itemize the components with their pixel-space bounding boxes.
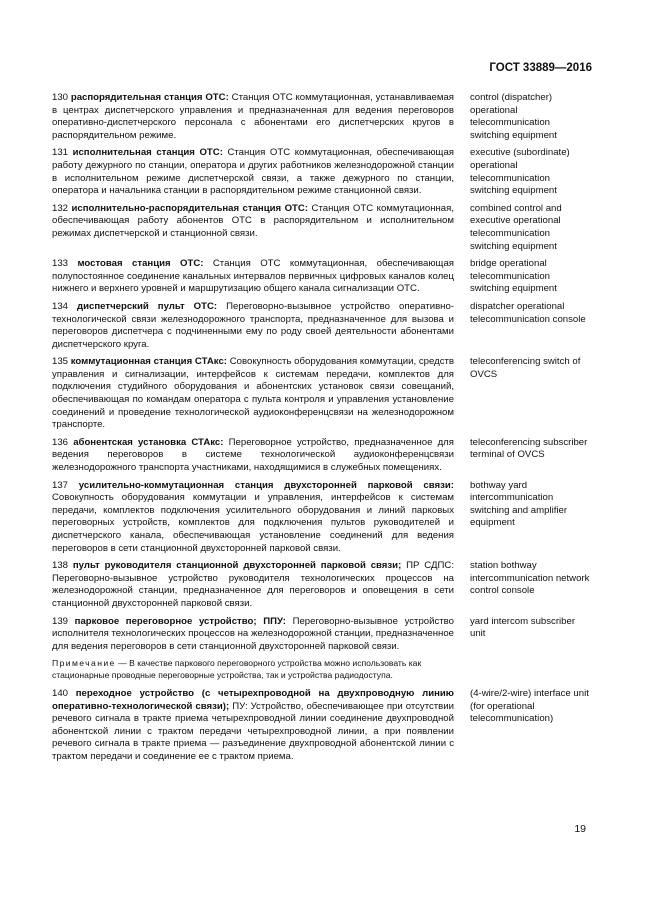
entry-term: исполнительная станция ОТС:	[72, 147, 223, 159]
glossary-entry-140	[52, 688, 592, 764]
entry-definition: Переговорное устройство, предназначенное для ведения переговоров в системе технологической аудиоконференцсвязи железнодорожного транспорта участниками, находящимися в служебных помещениях.	[52, 436, 454, 474]
entry-term: усилительно-коммутационная станция двухсторонней парковой связи:	[78, 479, 454, 491]
note	[52, 658, 454, 682]
glossary	[52, 92, 592, 769]
entry-term: абонентская установка СТАкс:	[73, 436, 224, 448]
entry-russian-text	[52, 480, 454, 556]
entry-english-term: executive (subordinate) operational telecommunication switching equipment	[470, 147, 570, 197]
glossary-entry-138	[52, 560, 592, 610]
entry-russian-text	[52, 560, 454, 610]
entry-russian-text	[52, 147, 454, 197]
entry-definition: Станция ОТС коммутационная, устанавливаемая в центрах диспетчерского управления и предназначенная для ведения переговоров оперативно-диспетчерского персонала с абонентами его диспетчерских кругов в распорядительном режиме.	[52, 92, 454, 141]
entry-russian-text	[52, 437, 454, 475]
entry-number: 131	[52, 147, 69, 159]
entry-number: 140	[52, 687, 69, 699]
entry-term: пульт руководителя станционной двухсторонней парковой связи;	[72, 560, 402, 572]
entry-english-term: dispatcher operational telecommunication console	[470, 300, 586, 325]
glossary-entry-132	[52, 203, 592, 253]
entry-definition: Переговорно-вызывное устройство исполнителя технологических процессов на железнодорожной станции, предназначенное для ведения переговоров в сети станционной двухсторонней парковой связи.	[52, 615, 454, 652]
entry-russian-text	[52, 616, 454, 654]
entry-definition: Станция ОТС коммутационная, обеспечивающая работу абонентов ОТС в распорядительном и исполнительном режимах диспетчерской и станционной связи.	[52, 202, 454, 239]
entry-term: парковое переговорное устройство; ППУ:	[74, 615, 286, 627]
entry-russian-text	[52, 301, 454, 351]
entry-russian-text	[52, 203, 454, 253]
entry-english-term: bothway yard intercommunication switching and amplifier equipment	[470, 479, 568, 529]
glossary-entry-130	[52, 92, 592, 142]
entry-term: мостовая станция ОТС:	[77, 258, 204, 270]
entry-definition: Станция ОТС коммутационная, обеспечивающая полупостоянное соединение канальных интервалов первичных цифровых каналов колец нижнего и верхнего уровней и маршрутизацию общего канала сигнализации ОТС.	[52, 258, 454, 295]
entry-definition: ПР СДПС: Переговорно-вызывное устройство руководителя технологических процессов на железнодорожной станции, предназначенное для переговоров и оповещения в сети станционной двухсторонней парковой связи.	[52, 560, 454, 609]
note-text: — В качестве паркового переговорного устройства можно использовать как стационарные проводные переговорные устройства, так и устройства радиодоступа.	[52, 658, 422, 681]
entry-english-term: combined control and executive operational telecommunication switching equipment	[470, 202, 562, 252]
glossary-entry-134	[52, 301, 592, 351]
entry-number: 130	[52, 92, 69, 103]
entry-russian-text	[52, 356, 454, 432]
glossary-entry-137	[52, 480, 592, 556]
entry-definition: Переговорно-вызывное устройство оперативно-технологической связи железнодорожного транспорта, предназначенное для вызова и переговоров диспетчера с подчиненными ему по роду своей деятельности абонентами диспетчерского круга.	[52, 300, 454, 350]
entry-english-term: teleconferencing subscriber terminal of OVCS	[470, 436, 588, 461]
entry-definition: Совокупность оборудования коммутации и управления, интерфейсов к системам передачи, комплектов подключения усилительного оборудования и линий парковых переговорных устройств, комплектов для подключения пультов руководителей и диспетчерского канала, обеспечивающая установление соединений для ведения переговоров в сети станционной двухсторонней парковой связи.	[52, 492, 454, 554]
entry-english-term: bridge operational telecommunication switching equipment	[470, 258, 557, 295]
entry-definition: ПУ: Устройство, обеспечивающее при отсутствии речевого сигнала в тракте приема четырехпроводной линии соединение двухпроводной абонентской линии с трактом передачи четырехпроводной линии, а при появлении речевого сигнала в тракте приема — разъединение двухпроводной абонентской линии с трактом передачи и соединение ее с трактом приема.	[52, 700, 454, 762]
entry-english-term: teleconferencing switch of OVCS	[470, 356, 581, 380]
glossary-entry-131	[52, 147, 592, 197]
entry-number: 138	[52, 560, 69, 572]
entry-definition: Совокупность оборудования коммутации, средств управления и сигнализации, интерфейсов к системам передачи, комплектов для подключения студийного оборудования и абонентских установок связи совещаний, обеспечивающая по командам оператора с пульта контроля и управления установление соединений и проведение технологической аудиоконференцсвязи на железнодорожном транспорте.	[52, 356, 454, 431]
entry-number: 135	[52, 356, 69, 368]
entry-english-term: station bothway intercommunication network control console	[470, 560, 590, 597]
entry-term: переходное устройство (с четырехпроводной на двухпроводную линию оперативно-технологической связи);	[52, 687, 454, 712]
entry-term: коммутационная станция СТАкс:	[70, 356, 227, 368]
glossary-entry-133	[52, 258, 592, 296]
entry-english-term: yard intercom subscriber unit	[470, 615, 576, 640]
entry-term: распорядительная станция ОТС:	[70, 92, 229, 103]
entry-number: 139	[52, 615, 69, 627]
entry-number: 132	[52, 202, 69, 214]
page-number: 19	[574, 823, 586, 835]
entry-number: 133	[52, 258, 69, 270]
entry-term: диспетчерский пульт ОТС:	[77, 300, 218, 312]
glossary-entry-136	[52, 437, 592, 475]
entry-number: 136	[52, 436, 69, 448]
entry-russian-text	[52, 92, 454, 142]
document-header: ГОСТ 33889—2016	[489, 62, 592, 74]
entry-number: 137	[52, 479, 69, 491]
glossary-entry-135	[52, 356, 592, 432]
entry-definition: Станция ОТС коммутационная, обеспечивающая работу дежурного по станции, оператора и других работников железнодорожной станции в исполнительном режиме диспетчерской связи, а также дежурного по станции, оператора и начальника станции в распорядительном режиме станционной связи.	[52, 147, 454, 197]
entry-russian-text	[52, 688, 454, 764]
entry-number: 134	[52, 300, 69, 312]
entry-term: исполнительно-распорядительная станция ОТС:	[71, 202, 309, 214]
entry-english-term: control (dispatcher) operational telecommunication switching equipment	[470, 92, 557, 141]
entry-russian-text	[52, 258, 454, 296]
entry-english-term: (4-wire/2-wire) interface unit (for operational telecommunication)	[470, 687, 589, 725]
note-label: Примечание	[52, 658, 116, 669]
glossary-entry-139	[52, 616, 592, 654]
